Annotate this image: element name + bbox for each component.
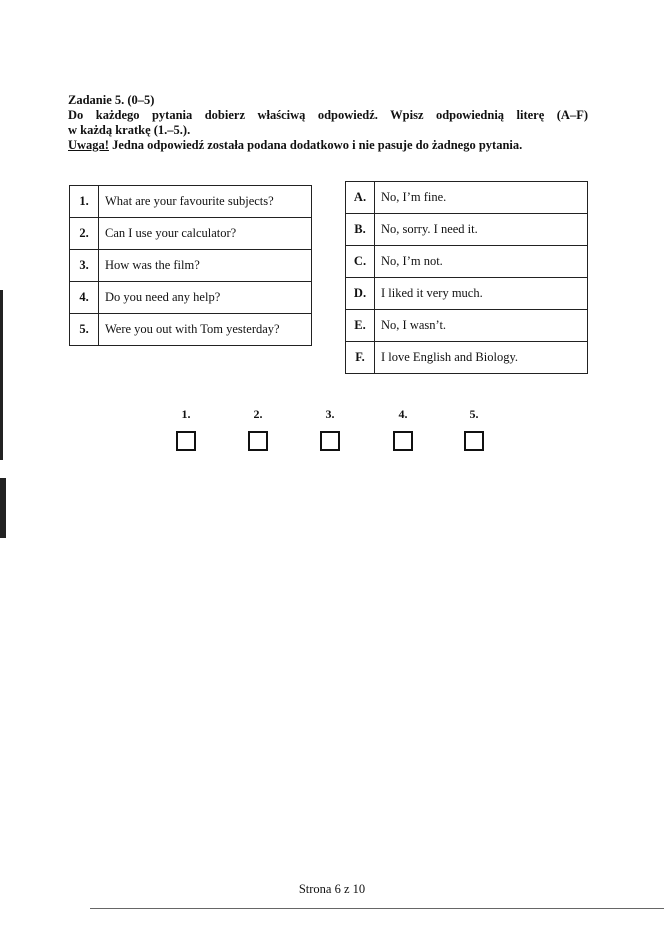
answer-box-5 — [454, 406, 494, 451]
answer-text: No, I’m fine. — [375, 182, 588, 214]
answer-text: I liked it very much. — [375, 278, 588, 310]
answer-box-input[interactable] — [320, 431, 340, 451]
answer-letter: A. — [346, 182, 375, 214]
answer-letter: E. — [346, 310, 375, 342]
question-row — [70, 218, 312, 250]
answer-boxes — [0, 406, 664, 466]
answer-box-input[interactable] — [393, 431, 413, 451]
question-number: 3. — [70, 250, 99, 282]
question-text: Were you out with Tom yesterday? — [99, 314, 312, 346]
answer-letter: C. — [346, 246, 375, 278]
question-number: 5. — [70, 314, 99, 346]
answer-row — [346, 182, 588, 214]
answer-row — [346, 310, 588, 342]
answer-letter: F. — [346, 342, 375, 374]
question-text: How was the film? — [99, 250, 312, 282]
answer-letter: D. — [346, 278, 375, 310]
question-number: 1. — [70, 186, 99, 218]
questions-table — [69, 185, 312, 346]
answer-text: No, I’m not. — [375, 246, 588, 278]
question-number: 2. — [70, 218, 99, 250]
note-text: Jedna odpowiedź została podana dodatkowo i nie pasuje do żadnego pytania. — [108, 138, 523, 152]
question-row — [70, 314, 312, 346]
answer-box-label: 3. — [325, 407, 335, 421]
answer-box-1 — [166, 406, 206, 451]
answer-row — [346, 342, 588, 374]
answer-text: I love English and Biology. — [375, 342, 588, 374]
question-row — [70, 186, 312, 218]
task-note — [68, 138, 588, 153]
question-text: Do you need any help? — [99, 282, 312, 314]
answer-box-3 — [310, 406, 350, 451]
note-label: Uwaga! — [68, 138, 109, 152]
answer-box-2 — [238, 406, 278, 451]
answer-box-input[interactable] — [464, 431, 484, 451]
answer-text: No, sorry. I need it. — [375, 214, 588, 246]
scan-bottom-line — [90, 908, 664, 909]
answer-box-input[interactable] — [176, 431, 196, 451]
answer-box-label: 2. — [253, 407, 263, 421]
scan-edge-mark — [0, 478, 6, 538]
task-header — [68, 93, 588, 153]
task-title: Zadanie 5. (0–5) — [68, 93, 155, 107]
question-text: What are your favourite subjects? — [99, 186, 312, 218]
answer-row — [346, 278, 588, 310]
answer-row — [346, 214, 588, 246]
answers-table — [345, 181, 588, 374]
task-instruction: Do każdego pytania dobierz właściwą odpowiedź. Wpisz odpowiednią literę (A–F) — [68, 108, 588, 122]
answer-box-input[interactable] — [248, 431, 268, 451]
answer-row — [346, 246, 588, 278]
question-number: 4. — [70, 282, 99, 314]
question-row — [70, 250, 312, 282]
answer-box-label: 5. — [469, 407, 479, 421]
answer-letter: B. — [346, 214, 375, 246]
page-number: Strona 6 z 10 — [298, 882, 366, 896]
question-row — [70, 282, 312, 314]
answer-text: No, I wasn’t. — [375, 310, 588, 342]
answer-box-4 — [383, 406, 423, 451]
question-text: Can I use your calculator? — [99, 218, 312, 250]
answer-box-label: 1. — [181, 407, 191, 421]
task-instruction-cont: w każdą kratkę (1.–5.). — [68, 123, 191, 137]
answer-box-label: 4. — [398, 407, 408, 421]
